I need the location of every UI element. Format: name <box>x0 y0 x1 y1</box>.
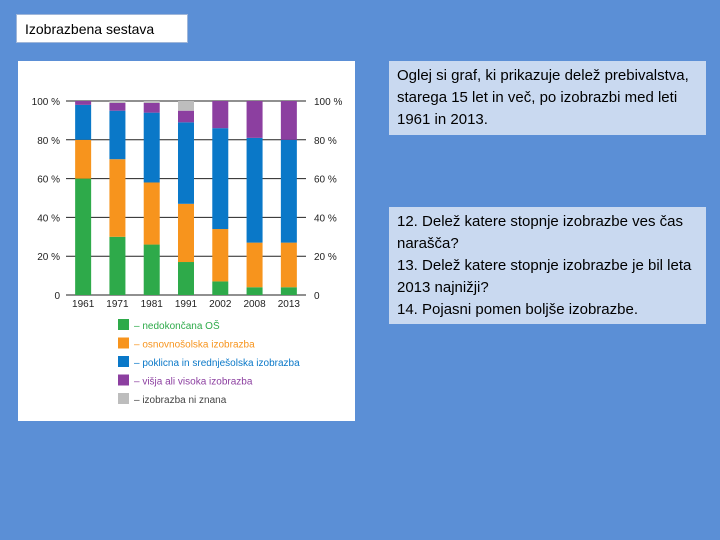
bar-segment <box>247 138 263 243</box>
x-tick-label: 2008 <box>243 299 266 310</box>
bar-segment <box>75 140 91 179</box>
x-tick-label: 1991 <box>174 299 198 310</box>
x-tick-label: 2002 <box>209 299 232 310</box>
bar-segment <box>144 103 160 113</box>
bar-segment <box>212 101 228 128</box>
x-tick-label: 1961 <box>72 299 95 310</box>
legend-label: – višja ali visoka izobrazba <box>134 376 253 388</box>
bar-segment <box>281 140 297 243</box>
bar-segment <box>109 111 125 160</box>
bar-segment <box>212 128 228 229</box>
legend-swatch <box>118 356 129 367</box>
legend-label: – izobrazba ni znana <box>134 395 227 406</box>
task-12: 12. Delež katere stopnje izobrazbe ves čas narašča? <box>397 213 683 252</box>
question-intro-text: Oglej si graf, ki prikazuje delež prebivalstva, starega 15 let in več, po izobrazbi med leti 1961 in 2013. <box>397 67 689 128</box>
y-tick-label-left: 20 % <box>37 252 60 264</box>
x-tick-label: 2013 <box>277 299 300 310</box>
bar-segment <box>178 111 194 123</box>
bar-segment <box>281 101 297 140</box>
y-tick-label-left: 80 % <box>37 135 60 147</box>
bar-segment <box>212 281 228 295</box>
bar-segment <box>144 101 160 103</box>
bar-segment <box>178 122 194 203</box>
bar-segment <box>75 101 91 105</box>
question-intro-box <box>389 61 706 135</box>
task-14: 14. Pojasni pomen boljše izobrazbe. <box>397 301 638 318</box>
legend-swatch <box>118 393 129 404</box>
bar-segment <box>75 105 91 140</box>
bar-segment <box>109 159 125 237</box>
legend-label: – osnovnošolska izobrazba <box>134 339 255 351</box>
y-tick-label-right: 80 % <box>314 135 337 147</box>
y-tick-label-left: 60 % <box>37 174 60 186</box>
y-tick-label-right: 100 % <box>314 97 343 108</box>
bar-segment <box>144 182 160 244</box>
slide-title: Izobrazbena sestava <box>16 14 188 43</box>
legend-swatch <box>118 338 129 349</box>
chart-panel <box>18 61 355 421</box>
bar-segment <box>109 103 125 111</box>
legend-swatch <box>118 319 129 330</box>
bar-segment <box>178 101 194 111</box>
y-tick-label-left: 0 <box>54 291 60 302</box>
y-tick-label-right: 20 % <box>314 252 337 264</box>
y-tick-label-right: 40 % <box>314 213 337 225</box>
y-tick-label-right: 0 <box>314 291 320 302</box>
task-13: 13. Delež katere stopnje izobrazbe je bil leta 2013 najnižji? <box>397 257 692 296</box>
bar-segment <box>144 113 160 183</box>
x-tick-label: 1981 <box>140 299 163 310</box>
bar-segment <box>247 243 263 288</box>
y-tick-label-left: 40 % <box>37 213 60 225</box>
x-tick-label: 1971 <box>106 299 129 310</box>
bar-segment <box>75 179 91 295</box>
legend-swatch <box>118 375 129 386</box>
bar-segment <box>281 287 297 295</box>
bar-segment <box>178 204 194 262</box>
bar-segment <box>281 243 297 288</box>
bar-segment <box>212 229 228 281</box>
legend-label: – poklicna in srednješolska izobrazba <box>134 358 300 369</box>
tasks-box <box>389 207 706 324</box>
legend-label: – nedokončana OŠ <box>134 321 220 332</box>
bar-segment <box>109 101 125 103</box>
stacked-bar-chart <box>18 61 355 421</box>
y-tick-label-left: 100 % <box>31 97 60 108</box>
bar-segment <box>247 287 263 295</box>
bar-segment <box>247 101 263 138</box>
bar-segment <box>178 262 194 295</box>
bar-segment <box>109 237 125 295</box>
y-tick-label-right: 60 % <box>314 174 337 186</box>
bar-segment <box>144 245 160 295</box>
